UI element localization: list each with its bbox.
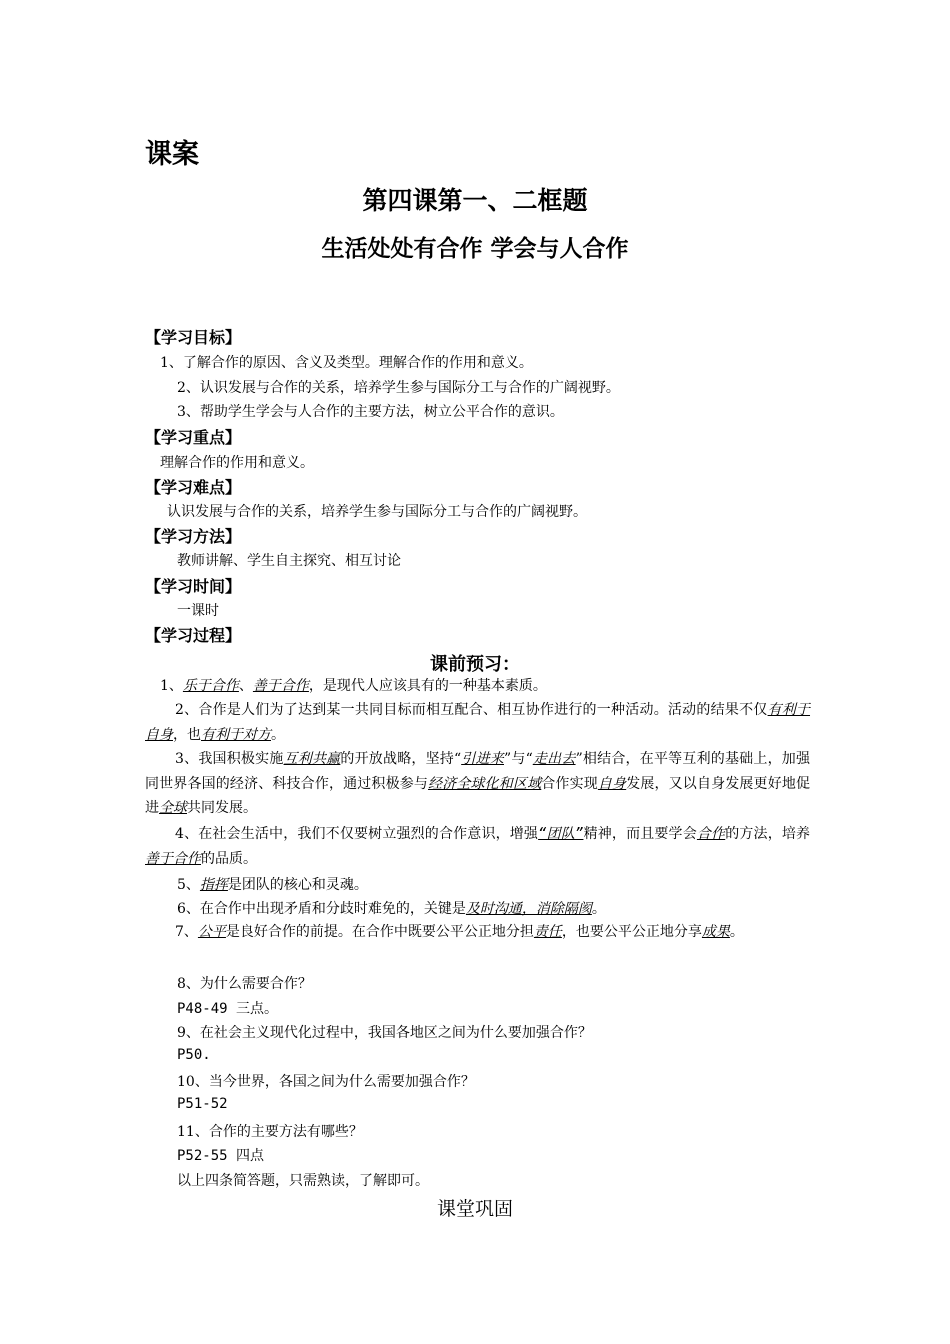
- key-points-text: 理解合作的作用和意义。: [160, 455, 314, 471]
- answer-blank: 有利于自身: [145, 702, 811, 743]
- item-text: 是团队的核心和灵魂。: [227, 877, 368, 893]
- document-type-label: 课案: [145, 139, 199, 170]
- item-text: 合作实现: [541, 775, 598, 792]
- methods-text: 教师讲解、学生自主探究、相互讨论: [177, 553, 401, 569]
- lesson-title: 第四课第一、二框题: [362, 186, 588, 215]
- preview-item-3: [145, 747, 810, 821]
- item-text: 精神，而且要学会: [583, 826, 697, 842]
- item-text: 共同发展。: [187, 800, 257, 816]
- answer-blank: 乐于合作: [182, 678, 239, 694]
- item-text: 的方法，培养: [725, 826, 811, 842]
- preview-answer-9: P50.: [177, 1047, 211, 1063]
- preview-question-10: 10、当今世界，各国之间为什么需要加强合作？: [177, 1074, 475, 1090]
- consolidate-heading: 课堂巩固: [436, 1198, 513, 1220]
- time-text: 一课时: [177, 603, 219, 619]
- item-text: 的品质。: [201, 850, 257, 867]
- process-heading: 【学习过程】: [145, 626, 242, 645]
- answer-blank: “团队”: [538, 826, 584, 842]
- preview-item-2: [145, 698, 810, 747]
- item-text: ”相结合，在平等互利的基础上，加强同世界各国的经济、科技合作，通过积极参与: [145, 751, 810, 792]
- answer-blank: 责任: [533, 924, 562, 940]
- methods-heading: 【学习方法】: [145, 527, 242, 546]
- objective-item: 1、了解合作的原因、含义及类型。理解合作的作用和意义。: [160, 355, 533, 371]
- answer-blank: 公平: [197, 924, 226, 940]
- key-points-heading: 【学习重点】: [145, 428, 242, 447]
- answer-blank: 自身: [597, 775, 627, 792]
- item-text: 的开放战略，坚持“: [340, 751, 462, 767]
- preview-answer-10: P51-52: [177, 1096, 228, 1112]
- item-text: 2、合作是人们为了达到某一共同目标而相互配合、相互协作进行的一种活动。活动的结果不仅: [175, 702, 768, 718]
- answer-blank: 引进来: [461, 751, 504, 767]
- preview-question-9: 9、在社会主义现代化过程中，我国各地区之间为什么要加强合作？: [177, 1025, 592, 1041]
- item-text: ，也: [173, 726, 201, 743]
- difficulties-text: 认识发展与合作的关系，培养学生参与国际分工与合作的广阔视野。: [167, 504, 587, 520]
- answer-blank: 经济全球化和区域: [428, 775, 542, 792]
- preview-item-1: [160, 675, 547, 695]
- item-number: 1、: [160, 678, 183, 694]
- preview-item-5: [177, 874, 368, 894]
- item-text: 是良好合作的前提。在合作中既要公平公正地分担: [225, 924, 534, 940]
- answer-blank: 指挥: [199, 877, 228, 893]
- preview-answer-8: P48-49 三点。: [177, 1001, 279, 1017]
- answer-blank: 及时沟通，消除隔阂: [465, 901, 592, 917]
- answer-blank: 有利于对方: [201, 726, 271, 743]
- preview-item-7: [145, 920, 810, 945]
- item-text: ，是现代人应该具有的一种基本素质。: [308, 678, 547, 694]
- preview-heading: 课前预习：: [430, 654, 520, 675]
- item-text: 4、在社会生活中，我们不仅要树立强烈的合作意识，增强: [175, 826, 539, 842]
- item-text: 。: [591, 901, 606, 917]
- preview-question-8: 8、为什么需要合作？: [177, 976, 312, 992]
- item-text: ，也要公平公正地分享: [561, 924, 702, 940]
- answer-blank: 善于合作: [145, 850, 201, 867]
- difficulties-heading: 【学习难点】: [145, 478, 242, 497]
- item-text: 3、我国积极实施: [175, 751, 284, 767]
- preview-note: 以上四条简答题，只需熟读，了解即可。: [177, 1173, 429, 1189]
- item-text: ”与“: [504, 751, 533, 767]
- objective-item: 2、认识发展与合作的关系，培养学生参与国际分工与合作的广阔视野。: [177, 380, 620, 396]
- item-text: 发展，又以自身发展更好地促进: [145, 775, 811, 816]
- answer-blank: 成果: [701, 924, 730, 940]
- lesson-subtitle: 生活处处有合作 学会与人合作: [321, 236, 629, 262]
- time-heading: 【学习时间】: [145, 577, 242, 596]
- answer-blank: 走出去: [532, 751, 576, 767]
- answer-blank: 全球: [159, 800, 187, 816]
- preview-item-6: [177, 898, 606, 918]
- item-text: 5、: [177, 877, 200, 893]
- preview-answer-11: P52-55 四点: [177, 1148, 265, 1164]
- preview-item-4: [145, 822, 810, 871]
- answer-blank: 合作: [696, 826, 726, 842]
- answer-blank: 善于合作: [252, 678, 309, 694]
- preview-question-11: 11、合作的主要方法有哪些？: [177, 1124, 363, 1140]
- item-text: 6、在合作中出现矛盾和分歧时难免的，关键是: [177, 901, 466, 917]
- item-text: 。: [729, 924, 744, 940]
- item-text: 7、: [175, 924, 198, 940]
- objective-item: 3、帮助学生学会与人合作的主要方法，树立公平合作的意识。: [177, 404, 564, 420]
- objectives-heading: 【学习目标】: [145, 328, 242, 347]
- item-text: 、: [238, 678, 253, 694]
- answer-blank: 互利共赢: [283, 751, 341, 767]
- item-text: 。: [271, 726, 285, 743]
